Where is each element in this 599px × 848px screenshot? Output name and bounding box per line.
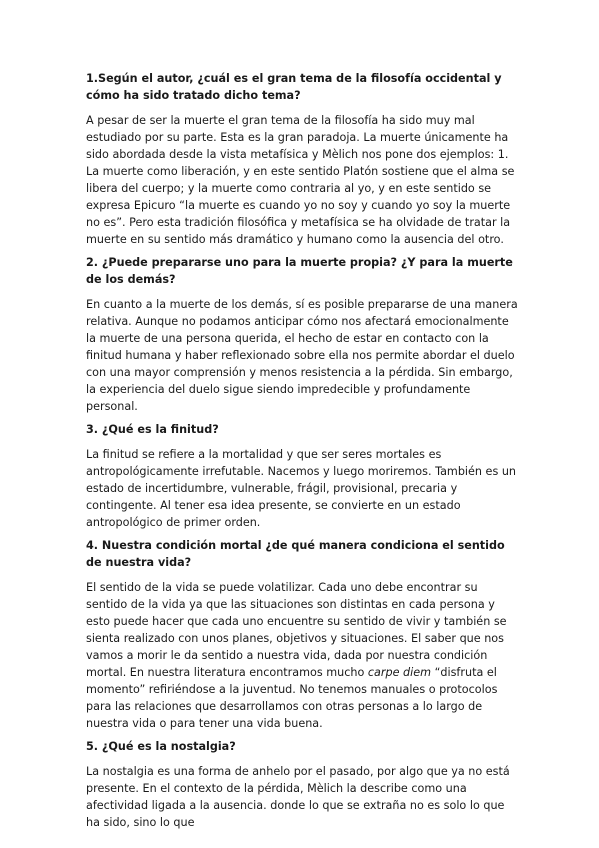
question-2: 2. ¿Puede prepararse uno para la muerte propia? ¿Y para la muerte de los demás? [86,256,513,286]
document-content [86,70,518,837]
answer-2: En cuanto a la muerte de los demás, sí es posible prepararse de una manera relativa. Aunque no podamos anticipar cómo nos afectará emocionalmente la muerte de una persona querida, el hecho de estar en contacto con la finitud humana y haber reflexionado sobre ella nos permite abordar el duelo con una mayor comprensión y menos resistencia a la pérdida. Sin embargo, la experiencia del duelo sigue siendo impredecible y profundamente personal. [86,298,518,413]
question-3: 3. ¿Qué es la finitud? [86,423,219,436]
answer-4 [86,579,518,732]
answer-1: A pesar de ser la muerte el gran tema de la filosofía ha sido muy mal estudiado por su parte. Esta es la gran paradoja. La muerte únicamente ha sido abordada desde la vista metafísica y Mèlich nos pone dos ejemplos: 1. La muerte como liberación, y en este sentido Platón sostiene que el alma se libera del cuerpo; y la muerte como contraria al yo, y en este sentido se expresa Epicuro “la muerte es cuando yo no soy y cuando yo soy la muerte no es”. Pero esta tradición filosófica y metafísica se ha olvidade de tratar la muerte en su sentido más dramático y humano como la ausencia del otro. [86,114,515,246]
question-1: 1.Según el autor, ¿cuál es el gran tema de la filosofía occidental y cómo ha sido tratado dicho tema? [86,72,502,102]
question-4: 4. Nuestra condición mortal ¿de qué manera condiciona el sentido de nuestra vida? [86,539,505,569]
answer-3: La finitud se refiere a la mortalidad y que ser seres mortales es antropológicamente irrefutable. Nacemos y luego moriremos. También es un estado de incertidumbre, vulnerable, frágil, provisional, precaria y contingente. Al tener esa idea presente, se convierte en un estado antropológico de primer orden. [86,448,517,529]
answer-4-italic-phrase: carpe diem [367,666,432,679]
answer-5: La nostalgia es una forma de anhelo por el pasado, por algo que ya no está presente. En el contexto de la pérdida, Mèlich la describe como una afectividad ligada a la ausencia. donde lo que se extraña no es solo lo que ha sido, sino lo que [86,765,510,829]
answer-4-text-before: El sentido de la vida se puede volatilizar. Cada uno debe encontrar su sentido de la vida ya que las situaciones son distintas en cada persona y esto puede hacer que cada uno encuentre su sentido de vivir y también se sienta realizado con unos planes, objetivos y situaciones. El saber que nos vamos a morir le da sentido a nuestra vida, dada por nuestra condición mortal. En nuestra literatura encontramos mucho [86,581,507,679]
question-5: 5. ¿Qué es la nostalgia? [86,740,236,753]
answer-4-text-after: “disfruta el momento” refiriéndose a la juventud. No tenemos manuales o protocolos para las relaciones que desarrollamos con otras personas a lo largo de nuestra vida o para tener una vida buena. [86,666,498,730]
